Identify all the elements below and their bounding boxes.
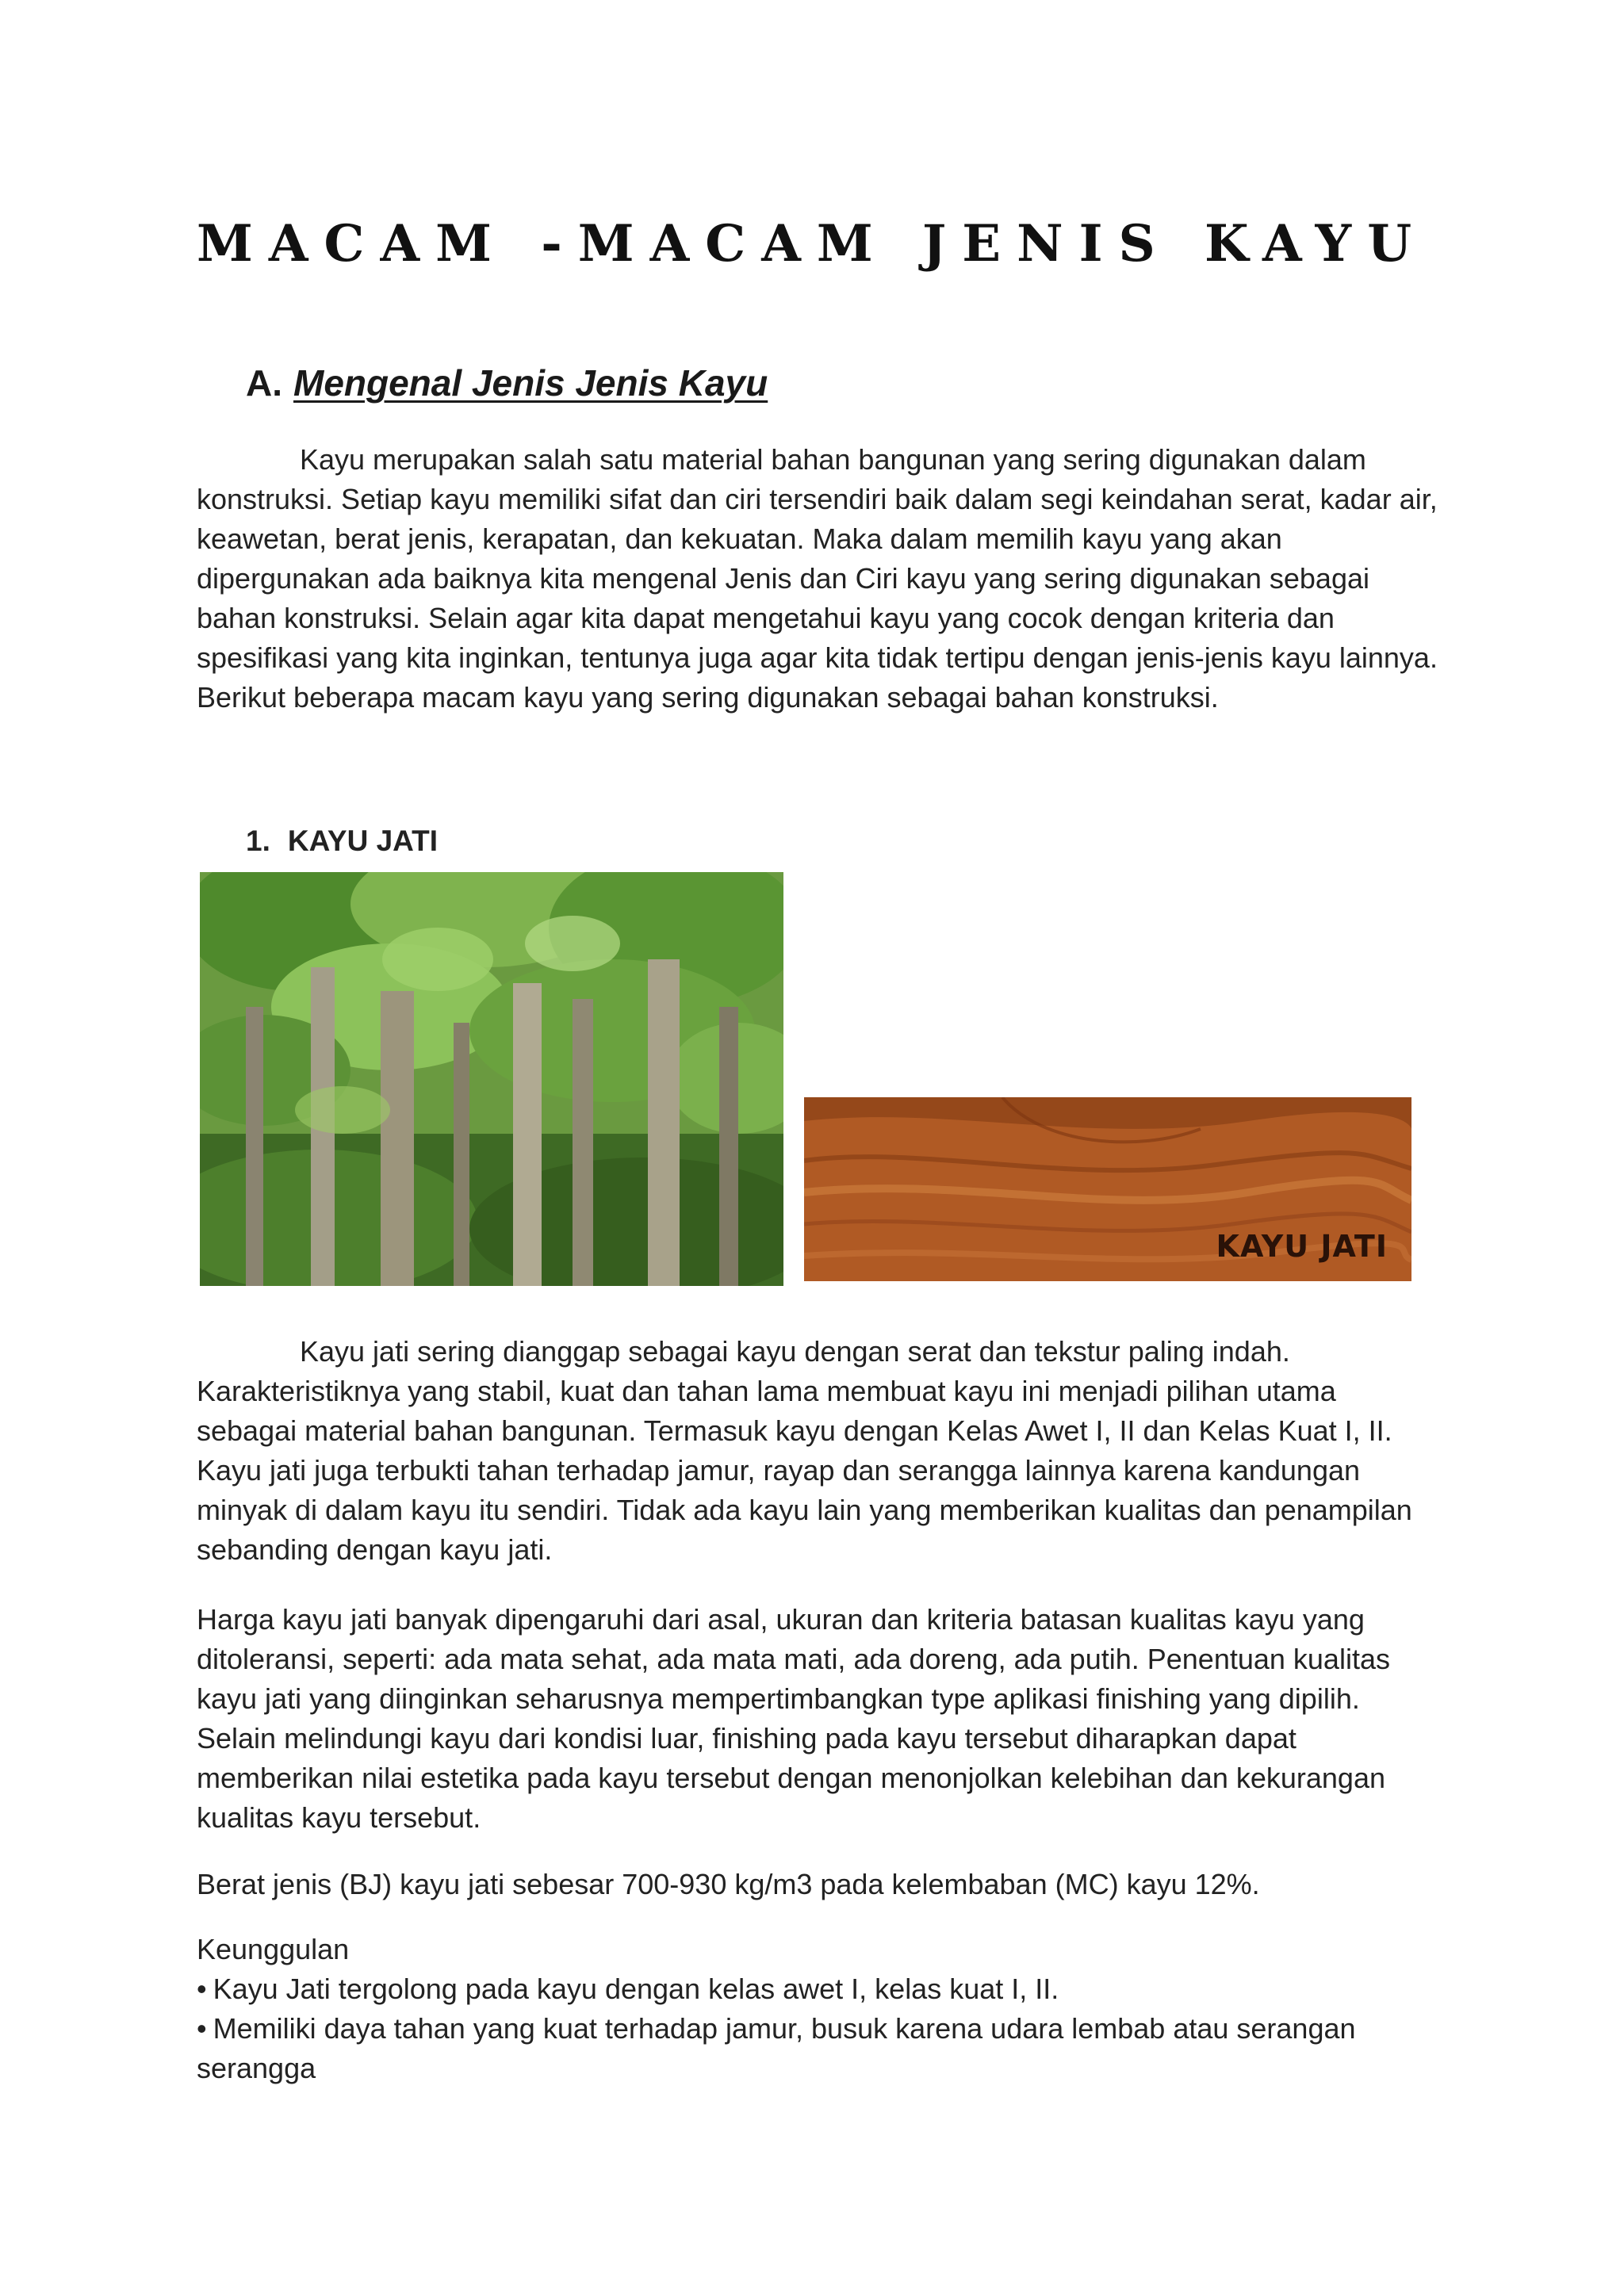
advantage-text: Memiliki daya tahan yang kuat terhadap jamur, busuk karena udara lembab atau serangan serangga [197,2012,1356,2084]
item-number: 1. [246,825,270,857]
teak-paragraph-1: Kayu jati sering dianggap sebagai kayu dengan serat dan tekstur paling indah. Karakteristiknya yang stabil, kuat dan tahan lama membuat kayu ini menjadi pilihan utama sebagai material bahan bangunan. Termasuk kayu dengan Kelas Awet I, II dan Kelas Kuat I, II. Kayu jati juga terbukti tahan terhadap jamur, rayap dan serangga lainnya karena kandungan minyak di dalam kayu itu sendiri. Tidak ada kayu lain yang memberikan kualitas dan penampilan sebanding dengan kayu jati. [197,1335,1412,1566]
bullet: • [197,2012,207,2045]
advantages-block [197,1930,1450,2088]
section-letter: A. [246,362,282,404]
item-heading [246,825,438,858]
document-title: MACAM -MACAM JENIS KAYU [197,214,1427,274]
section-title: Mengenal Jenis Jenis Kayu [293,362,768,404]
item-title: KAYU JATI [287,825,439,857]
section-heading [246,362,768,404]
advantage-text: Kayu Jati tergolong pada kayu dengan kelas awet I, kelas kuat I, II. [213,1973,1059,2005]
teak-paragraph-2: Harga kayu jati banyak dipengaruhi dari asal, ukuran dan kriteria batasan kualitas kayu yang ditoleransi, seperti: ada mata sehat, ada mata mati, ada doreng, ada putih. Penentuan kualitas kayu jati yang diinginkan seharusnya mempertimbangkan type aplikasi finishing yang dipilih. Selain melindungi kayu dari kondisi luar, finishing pada kayu tersebut diharapkan dapat memberikan nilai estetika pada kayu tersebut dengan menonjolkan kelebihan dan kekurangan kualitas kayu tersebut. [197,1603,1390,1834]
advantages-label: Keunggulan [197,1933,350,1965]
advantages-list [197,1969,1450,2088]
teak-paragraph-3: Berat jenis (BJ) kayu jati sebesar 700-930 kg/m3 pada kelembaban (MC) kayu 12%. [197,1868,1260,1900]
teak-wood-photo [804,1097,1411,1281]
advantage-item [197,1969,1450,2009]
advantage-item [197,2009,1450,2088]
teak-forest-photo [200,872,783,1286]
wood-photo-caption: KAYU JATI [1216,1229,1388,1264]
bullet: • [197,1973,207,2005]
intro-paragraph: Kayu merupakan salah satu material bahan bangunan yang sering digunakan dalam konstruksi. Setiap kayu memiliki sifat dan ciri tersendiri baik dalam segi keindahan serat, kadar air, keawetan, berat jenis, kerapatan, dan kekuatan. Maka dalam memilih kayu yang akan dipergunakan ada baiknya kita mengenal Jenis dan Ciri kayu yang sering digunakan sebagai bahan konstruksi. Selain agar kita dapat mengetahui kayu yang cocok dengan kriteria dan spesifikasi yang kita inginkan, tentunya juga agar kita tidak tertipu dengan jenis-jenis kayu lainnya. Berikut beberapa macam kayu yang sering digunakan sebagai bahan konstruksi. [197,443,1438,714]
